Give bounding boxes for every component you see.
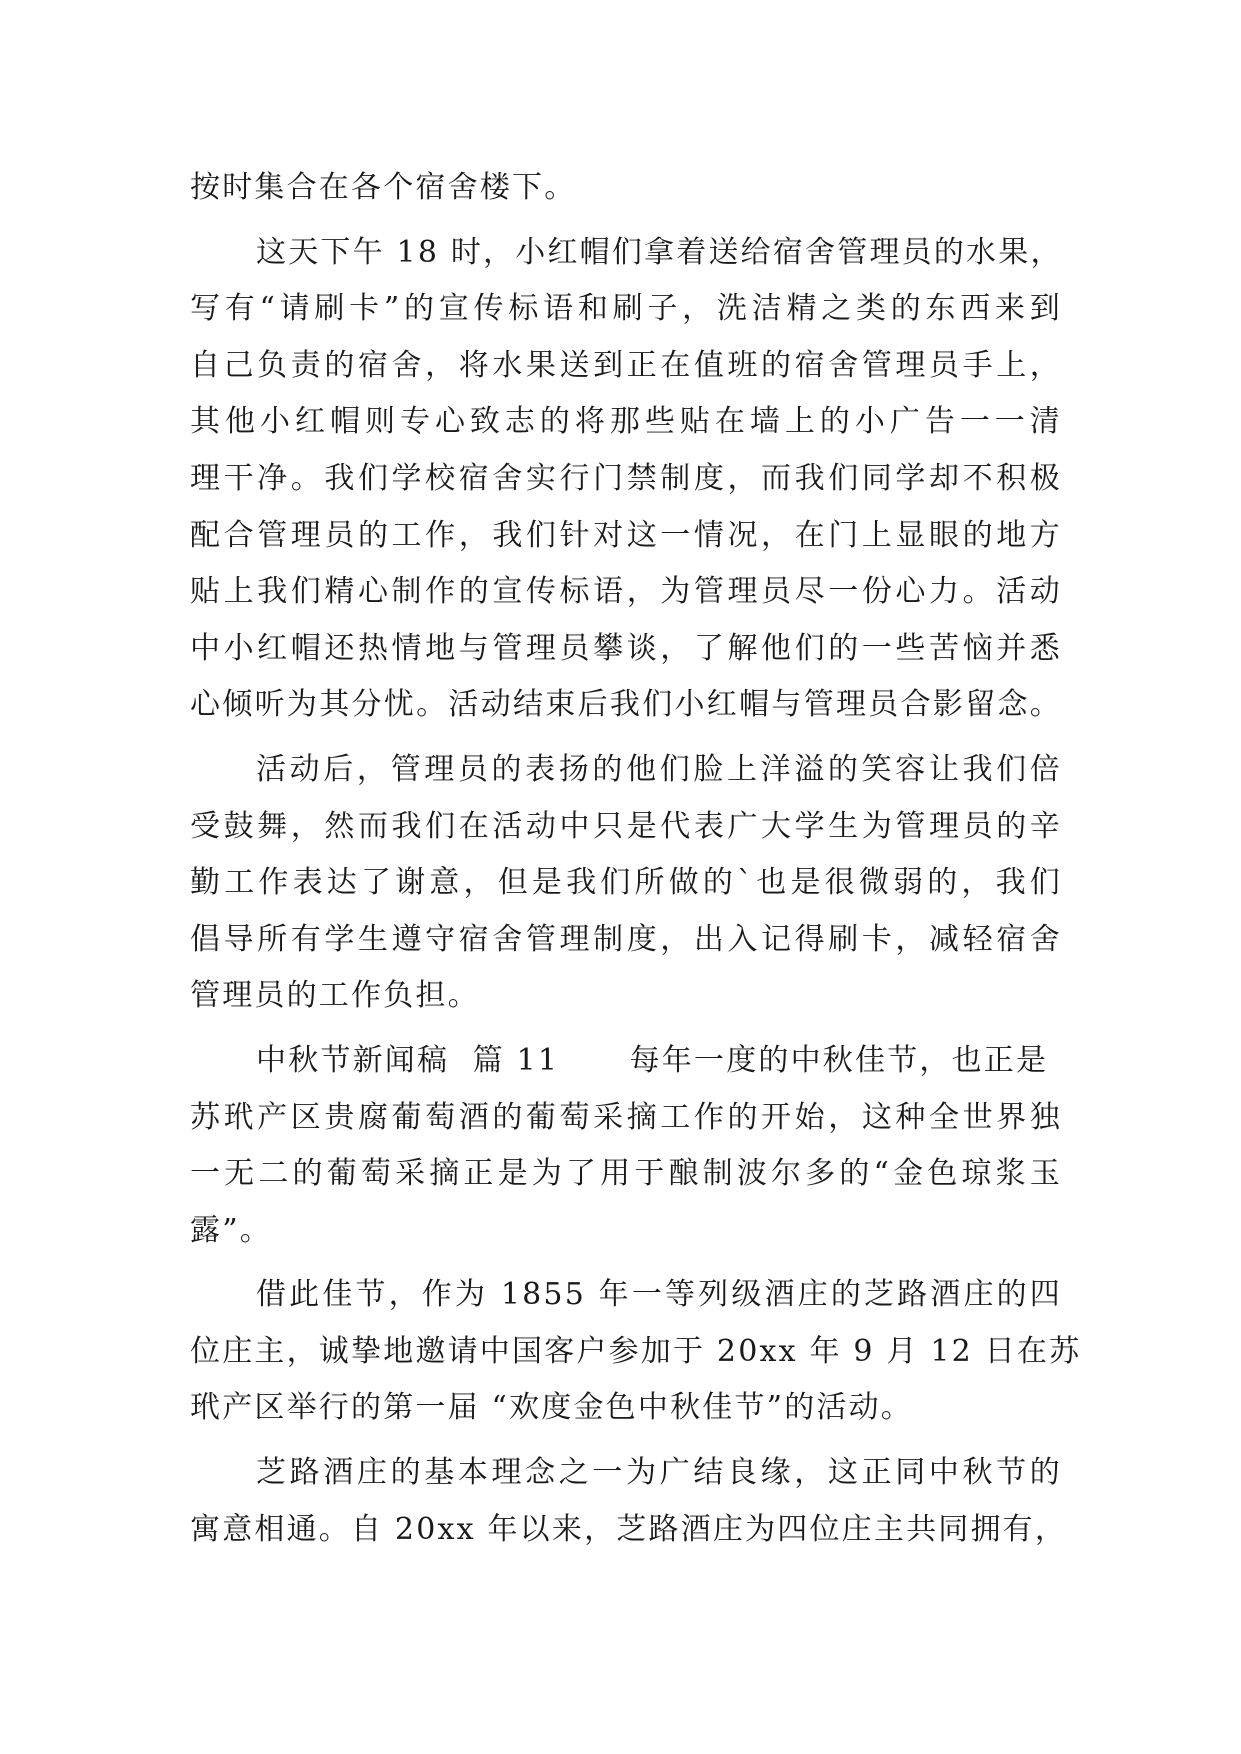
paragraph-2-line-2: 写有“请刷卡”的宣传标语和刷子，洗洁精之类的东西来到 (190, 291, 1062, 327)
paragraph-4-line-4: 露”。 (190, 1212, 272, 1248)
paragraph-2-line-9: 心倾听为其分忧。活动结束后我们小红帽与管理员合影留念。 (190, 687, 1062, 723)
paragraph-5-line-2: 位庄主，诚挚地邀请中国客户参加于 20xx 年 9 月 12 日在苏 (190, 1333, 1082, 1369)
paragraph-2-line-1: 这天下午 18 时，小红帽们拿着送给宿舍管理员的水果， (256, 234, 1063, 270)
paragraph-5-line-3: 玳产区举行的第一届 “欢度金色中秋佳节”的活动。 (190, 1390, 914, 1426)
paragraph-6-line-2: 寓意相通。自 20xx 年以来，芝路酒庄为四位庄主共同拥有， (190, 1511, 1068, 1547)
paragraph-4-line-3: 一无二的葡萄采摘正是为了用于酿制波尔多的“金色琼浆玉 (190, 1156, 1062, 1192)
paragraph-4-line-1: 中秋节新闻稿 篇 11 每年一度的中秋佳节，也正是 (256, 1042, 1049, 1078)
document-body (190, 160, 1082, 1558)
paragraph-3-line-3: 勤工作表达了谢意，但是我们所做的`也是很微弱的，我们 (190, 865, 1062, 901)
paragraph-1-line-1: 按时集合在各个宿舍楼下。 (190, 170, 577, 205)
paragraph-3-line-2: 受鼓舞，然而我们在活动中只是代表广大学生为管理员的辛 (190, 808, 1062, 844)
paragraph-3-line-5: 管理员的工作负担。 (190, 978, 480, 1014)
paragraph-2-line-7: 贴上我们精心制作的宣传标语，为管理员尽一份心力。活动 (190, 574, 1062, 610)
paragraph-6-line-1: 芝路酒庄的基本理念之一为广结良缘，这正同中秋节的 (256, 1455, 1062, 1491)
paragraph-5-line-1: 借此佳节，作为 1855 年一等列级酒庄的芝路酒庄的四 (256, 1277, 1062, 1313)
paragraph-3-line-1: 活动后，管理员的表扬的他们脸上洋溢的笑容让我们倍 (256, 751, 1062, 787)
paragraph-2-line-4: 其他小红帽则专心致志的将那些贴在墙上的小广告一一清 (190, 404, 1062, 440)
paragraph-2-line-3: 自己负责的宿舍，将水果送到正在值班的宿舍管理员手上， (190, 347, 1062, 383)
paragraph-2-line-6: 配合管理员的工作，我们针对这一情况，在门上显眼的地方 (190, 517, 1062, 553)
paragraph-4-line-2: 苏玳产区贵腐葡萄酒的葡萄采摘工作的开始，这种全世界独 (190, 1099, 1062, 1135)
paragraph-2-line-8: 中小红帽还热情地与管理员攀谈，了解他们的一些苦恼并悉 (190, 630, 1062, 666)
paragraph-3-line-4: 倡导所有学生遵守宿舍管理制度，出入记得刷卡，减轻宿舍 (190, 921, 1062, 957)
paragraph-2-line-5: 理干净。我们学校宿舍实行门禁制度，而我们同学却不积极 (190, 460, 1062, 496)
